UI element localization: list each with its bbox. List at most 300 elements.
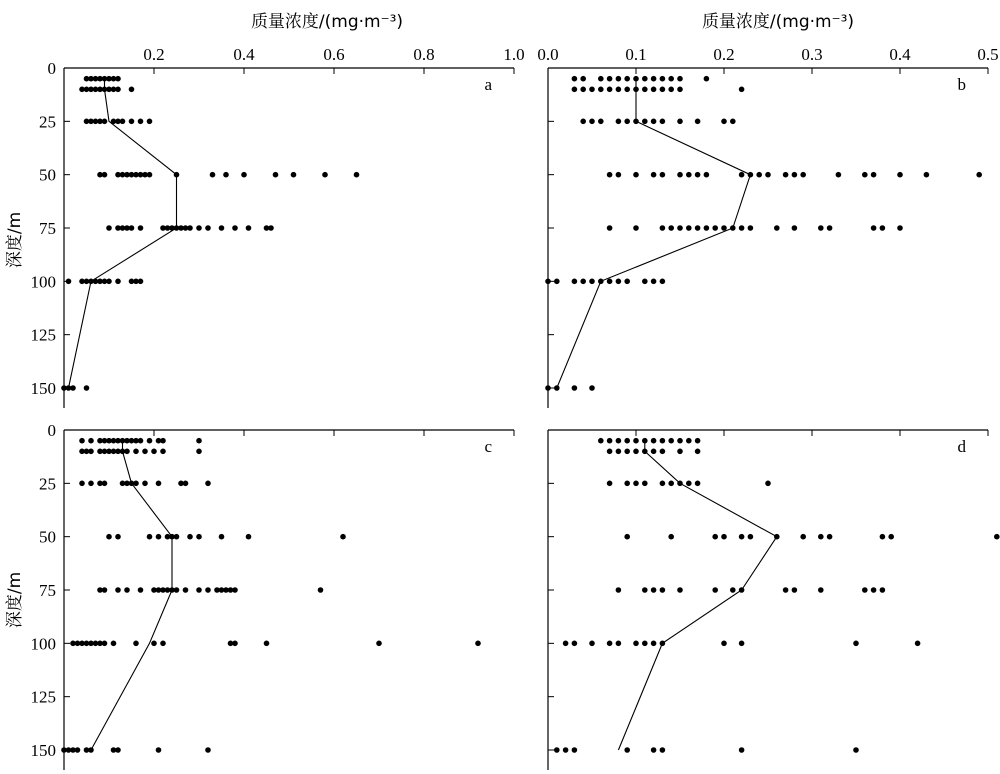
data-point <box>196 225 202 231</box>
data-point <box>147 119 153 125</box>
data-point <box>133 449 139 455</box>
data-point <box>994 534 1000 540</box>
data-point <box>712 534 718 540</box>
data-point <box>589 87 595 93</box>
y-tick-label: 25 <box>39 112 56 132</box>
data-point <box>291 172 297 178</box>
data-point <box>686 172 692 178</box>
data-point <box>624 747 630 753</box>
data-point <box>554 385 560 391</box>
data-point <box>580 119 586 125</box>
data-point <box>115 534 121 540</box>
data-point <box>129 119 135 125</box>
y-tick-label: 75 <box>39 581 56 600</box>
y-tick-label: 150 <box>30 379 56 398</box>
data-point <box>205 587 211 593</box>
mean-line <box>69 79 177 388</box>
data-point <box>739 87 745 93</box>
x-tick-label: 0.5 <box>977 45 999 64</box>
data-point <box>668 76 674 82</box>
data-point <box>174 534 180 540</box>
y-tick-label: 25 <box>39 474 56 494</box>
data-point <box>633 172 639 178</box>
data-point <box>75 747 81 753</box>
data-point <box>102 641 108 647</box>
data-point <box>84 385 90 391</box>
data-point <box>668 87 674 93</box>
data-point <box>624 87 630 93</box>
panel-label: c <box>484 437 492 456</box>
data-point <box>668 481 674 487</box>
data-point <box>651 641 657 647</box>
x-tick-label: 0.8 <box>413 45 435 64</box>
data-point <box>651 172 657 178</box>
data-point <box>783 172 789 178</box>
data-point <box>721 534 727 540</box>
data-point <box>880 225 886 231</box>
data-point <box>660 449 666 455</box>
data-point <box>147 438 153 444</box>
data-point <box>651 449 657 455</box>
data-point <box>792 225 798 231</box>
data-point <box>147 172 153 178</box>
data-point <box>598 279 604 285</box>
data-point <box>106 534 112 540</box>
data-point <box>677 172 683 178</box>
data-point <box>138 587 144 593</box>
data-point <box>712 587 718 593</box>
data-point <box>115 747 121 753</box>
data-point <box>633 481 639 487</box>
data-point <box>686 481 692 487</box>
data-point <box>129 87 135 93</box>
data-point <box>668 225 674 231</box>
y-tick-label: 75 <box>39 219 56 238</box>
panel-d <box>548 430 1000 770</box>
data-point <box>642 87 648 93</box>
data-point <box>616 449 622 455</box>
data-point <box>264 641 270 647</box>
x-tick-label: 0.4 <box>233 45 255 64</box>
data-point <box>554 279 560 285</box>
data-point <box>660 225 666 231</box>
data-point <box>633 641 639 647</box>
data-point <box>642 587 648 593</box>
data-point <box>677 481 683 487</box>
data-point <box>616 587 622 593</box>
data-point <box>580 279 586 285</box>
data-point <box>660 641 666 647</box>
data-point <box>827 534 833 540</box>
data-point <box>677 76 683 82</box>
data-point <box>818 587 824 593</box>
data-point <box>598 438 604 444</box>
data-point <box>616 119 622 125</box>
data-point <box>651 119 657 125</box>
data-point <box>695 481 701 487</box>
data-point <box>730 225 736 231</box>
data-point <box>572 385 578 391</box>
data-point <box>66 279 72 285</box>
data-point <box>827 225 833 231</box>
data-point <box>142 449 148 455</box>
data-point <box>273 172 279 178</box>
data-point <box>545 279 551 285</box>
mean-line <box>618 441 776 750</box>
data-point <box>572 76 578 82</box>
data-point <box>660 587 666 593</box>
data-point <box>554 747 560 753</box>
data-point <box>660 76 666 82</box>
data-point <box>748 172 754 178</box>
x-tick-label: 0.2 <box>713 45 735 64</box>
panel-b <box>537 45 998 408</box>
data-point <box>642 481 648 487</box>
data-point <box>633 76 639 82</box>
x-tick-label: 0.2 <box>143 45 165 64</box>
data-point <box>607 279 613 285</box>
data-point <box>232 225 238 231</box>
data-point <box>633 438 639 444</box>
data-point <box>924 172 930 178</box>
panel-label: a <box>484 75 492 94</box>
y-tick-label: 125 <box>30 325 56 345</box>
data-point <box>642 449 648 455</box>
data-point <box>563 747 569 753</box>
data-point <box>660 119 666 125</box>
data-point <box>660 747 666 753</box>
ylabel-top: 深度/m <box>5 211 25 269</box>
data-point <box>88 449 94 455</box>
data-point <box>897 172 903 178</box>
data-point <box>888 534 894 540</box>
data-point <box>871 172 877 178</box>
data-point <box>589 641 595 647</box>
panel-c <box>31 421 515 770</box>
data-point <box>79 481 85 487</box>
data-point <box>677 87 683 93</box>
data-point <box>115 587 121 593</box>
data-point <box>704 76 710 82</box>
data-point <box>120 119 126 125</box>
data-point <box>580 87 586 93</box>
data-point <box>880 534 886 540</box>
data-point <box>818 534 824 540</box>
y-tick-label: 100 <box>30 272 56 292</box>
data-point <box>651 87 657 93</box>
data-point <box>871 225 877 231</box>
data-point <box>318 587 324 593</box>
data-point <box>660 87 666 93</box>
data-point <box>572 747 578 753</box>
data-point <box>739 534 745 540</box>
data-point <box>739 641 745 647</box>
data-point <box>572 641 578 647</box>
data-point <box>677 438 683 444</box>
mean-line <box>557 79 751 388</box>
data-point <box>739 172 745 178</box>
data-point <box>642 279 648 285</box>
data-point <box>721 641 727 647</box>
data-point <box>572 279 578 285</box>
data-point <box>219 225 225 231</box>
data-point <box>133 641 139 647</box>
data-point <box>268 225 274 231</box>
data-point <box>232 587 238 593</box>
data-point <box>748 225 754 231</box>
data-point <box>792 587 798 593</box>
x-tick-label: 0.4 <box>889 45 911 64</box>
data-point <box>765 481 771 487</box>
panel-label: b <box>957 75 966 94</box>
x-tick-label: 0.3 <box>801 45 823 64</box>
data-point <box>475 641 481 647</box>
data-point <box>897 225 903 231</box>
data-point <box>124 587 130 593</box>
data-point <box>624 76 630 82</box>
data-point <box>545 385 551 391</box>
data-point <box>633 225 639 231</box>
data-point <box>783 587 789 593</box>
data-point <box>660 438 666 444</box>
data-point <box>598 76 604 82</box>
data-point <box>607 438 613 444</box>
data-point <box>572 87 578 93</box>
data-point <box>147 534 153 540</box>
data-point <box>756 172 762 178</box>
data-point <box>151 449 157 455</box>
data-point <box>196 587 202 593</box>
data-point <box>354 172 360 178</box>
data-point <box>695 449 701 455</box>
data-point <box>607 76 613 82</box>
data-point <box>607 172 613 178</box>
data-point <box>156 534 162 540</box>
data-point <box>138 438 144 444</box>
y-tick-label: 0 <box>47 421 56 440</box>
data-point <box>704 225 710 231</box>
y-tick-label: 150 <box>30 741 56 760</box>
data-point <box>616 279 622 285</box>
data-point <box>624 119 630 125</box>
top-xlabel-left: 质量浓度/(mg·m⁻³) <box>250 12 404 32</box>
data-point <box>800 172 806 178</box>
data-point <box>589 385 595 391</box>
y-tick-label: 50 <box>39 165 56 185</box>
data-point <box>677 587 683 593</box>
data-point <box>774 534 780 540</box>
data-point <box>633 87 639 93</box>
data-point <box>642 438 648 444</box>
data-point <box>598 119 604 125</box>
panel-a <box>31 45 525 408</box>
data-point <box>580 76 586 82</box>
data-point <box>730 587 736 593</box>
data-point <box>106 225 112 231</box>
data-point <box>633 119 639 125</box>
top-xlabel-right: 质量浓度/(mg·m⁻³) <box>701 12 855 32</box>
data-point <box>376 641 382 647</box>
data-point <box>196 449 202 455</box>
data-point <box>160 641 166 647</box>
data-point <box>205 225 211 231</box>
data-point <box>651 76 657 82</box>
data-point <box>340 534 346 540</box>
data-point <box>721 225 727 231</box>
data-point <box>642 76 648 82</box>
data-point <box>624 438 630 444</box>
data-point <box>160 438 166 444</box>
data-point <box>205 481 211 487</box>
data-point <box>598 87 604 93</box>
data-point <box>976 172 982 178</box>
data-point <box>223 172 229 178</box>
data-point <box>241 172 247 178</box>
data-point <box>695 172 701 178</box>
data-point <box>88 438 94 444</box>
x-tick-label: 0.0 <box>537 45 559 64</box>
data-point <box>695 438 701 444</box>
data-point <box>88 747 94 753</box>
data-point <box>642 119 648 125</box>
data-point <box>589 119 595 125</box>
panels <box>31 45 1000 770</box>
data-point <box>111 641 117 647</box>
data-point <box>800 534 806 540</box>
data-point <box>880 587 886 593</box>
data-point <box>624 449 630 455</box>
data-point <box>138 119 144 125</box>
data-point <box>624 481 630 487</box>
data-point <box>660 172 666 178</box>
data-point <box>616 438 622 444</box>
data-point <box>765 172 771 178</box>
data-point <box>677 225 683 231</box>
data-point <box>730 119 736 125</box>
data-point <box>187 225 193 231</box>
data-point <box>246 534 252 540</box>
data-point <box>818 225 824 231</box>
data-point <box>156 481 162 487</box>
data-point <box>616 641 622 647</box>
data-point <box>651 279 657 285</box>
data-point <box>205 747 211 753</box>
data-point <box>133 481 139 487</box>
data-point <box>739 587 745 593</box>
data-point <box>862 172 868 178</box>
data-point <box>607 481 613 487</box>
data-point <box>138 279 144 285</box>
data-point <box>196 534 202 540</box>
data-point <box>138 225 144 231</box>
data-point <box>616 76 622 82</box>
data-point <box>739 747 745 753</box>
x-tick-label: 0.6 <box>323 45 345 64</box>
data-point <box>853 747 859 753</box>
data-point <box>210 172 216 178</box>
ylabel-bottom: 深度/m <box>5 571 25 629</box>
data-point <box>721 119 727 125</box>
data-point <box>183 481 189 487</box>
panel-label: d <box>957 437 966 456</box>
data-point <box>70 385 76 391</box>
data-point <box>624 279 630 285</box>
data-point <box>102 587 108 593</box>
data-point <box>174 172 180 178</box>
data-point <box>563 641 569 647</box>
data-point <box>836 172 842 178</box>
data-point <box>686 438 692 444</box>
data-point <box>219 534 225 540</box>
data-point <box>79 438 85 444</box>
data-point <box>106 279 112 285</box>
data-point <box>174 587 180 593</box>
data-point <box>102 481 108 487</box>
data-point <box>695 225 701 231</box>
y-tick-label: 50 <box>39 527 56 547</box>
data-point <box>677 119 683 125</box>
data-point <box>246 225 252 231</box>
y-tick-label: 100 <box>30 634 56 654</box>
data-point <box>748 534 754 540</box>
data-point <box>695 119 701 125</box>
data-point <box>633 449 639 455</box>
data-point <box>129 225 135 231</box>
mean-line <box>91 441 172 750</box>
data-point <box>102 119 108 125</box>
y-tick-label: 125 <box>30 687 56 707</box>
data-point <box>616 172 622 178</box>
data-point <box>712 225 718 231</box>
data-point <box>607 87 613 93</box>
data-point <box>156 747 162 753</box>
data-point <box>124 449 130 455</box>
data-point <box>651 438 657 444</box>
data-point <box>792 172 798 178</box>
data-point <box>196 438 202 444</box>
x-tick-label: 1.0 <box>503 45 525 64</box>
data-point <box>607 225 613 231</box>
data-point <box>183 587 189 593</box>
data-point <box>871 587 877 593</box>
data-point <box>660 481 666 487</box>
data-point <box>102 172 108 178</box>
data-point <box>142 481 148 487</box>
data-point <box>607 641 613 647</box>
data-point <box>915 641 921 647</box>
data-point <box>115 76 121 82</box>
data-point <box>115 279 121 285</box>
x-tick-label: 0.1 <box>625 45 647 64</box>
data-point <box>668 438 674 444</box>
data-point <box>660 279 666 285</box>
data-point <box>739 225 745 231</box>
data-point <box>322 172 328 178</box>
data-point <box>115 87 121 93</box>
data-point <box>668 534 674 540</box>
data-point <box>677 449 683 455</box>
data-point <box>862 587 868 593</box>
y-tick-label: 0 <box>47 59 56 78</box>
data-point <box>704 172 710 178</box>
data-point <box>651 587 657 593</box>
data-point <box>232 641 238 647</box>
data-point <box>187 534 193 540</box>
data-point <box>589 279 595 285</box>
data-point <box>624 534 630 540</box>
data-point <box>607 449 613 455</box>
data-point <box>160 449 166 455</box>
